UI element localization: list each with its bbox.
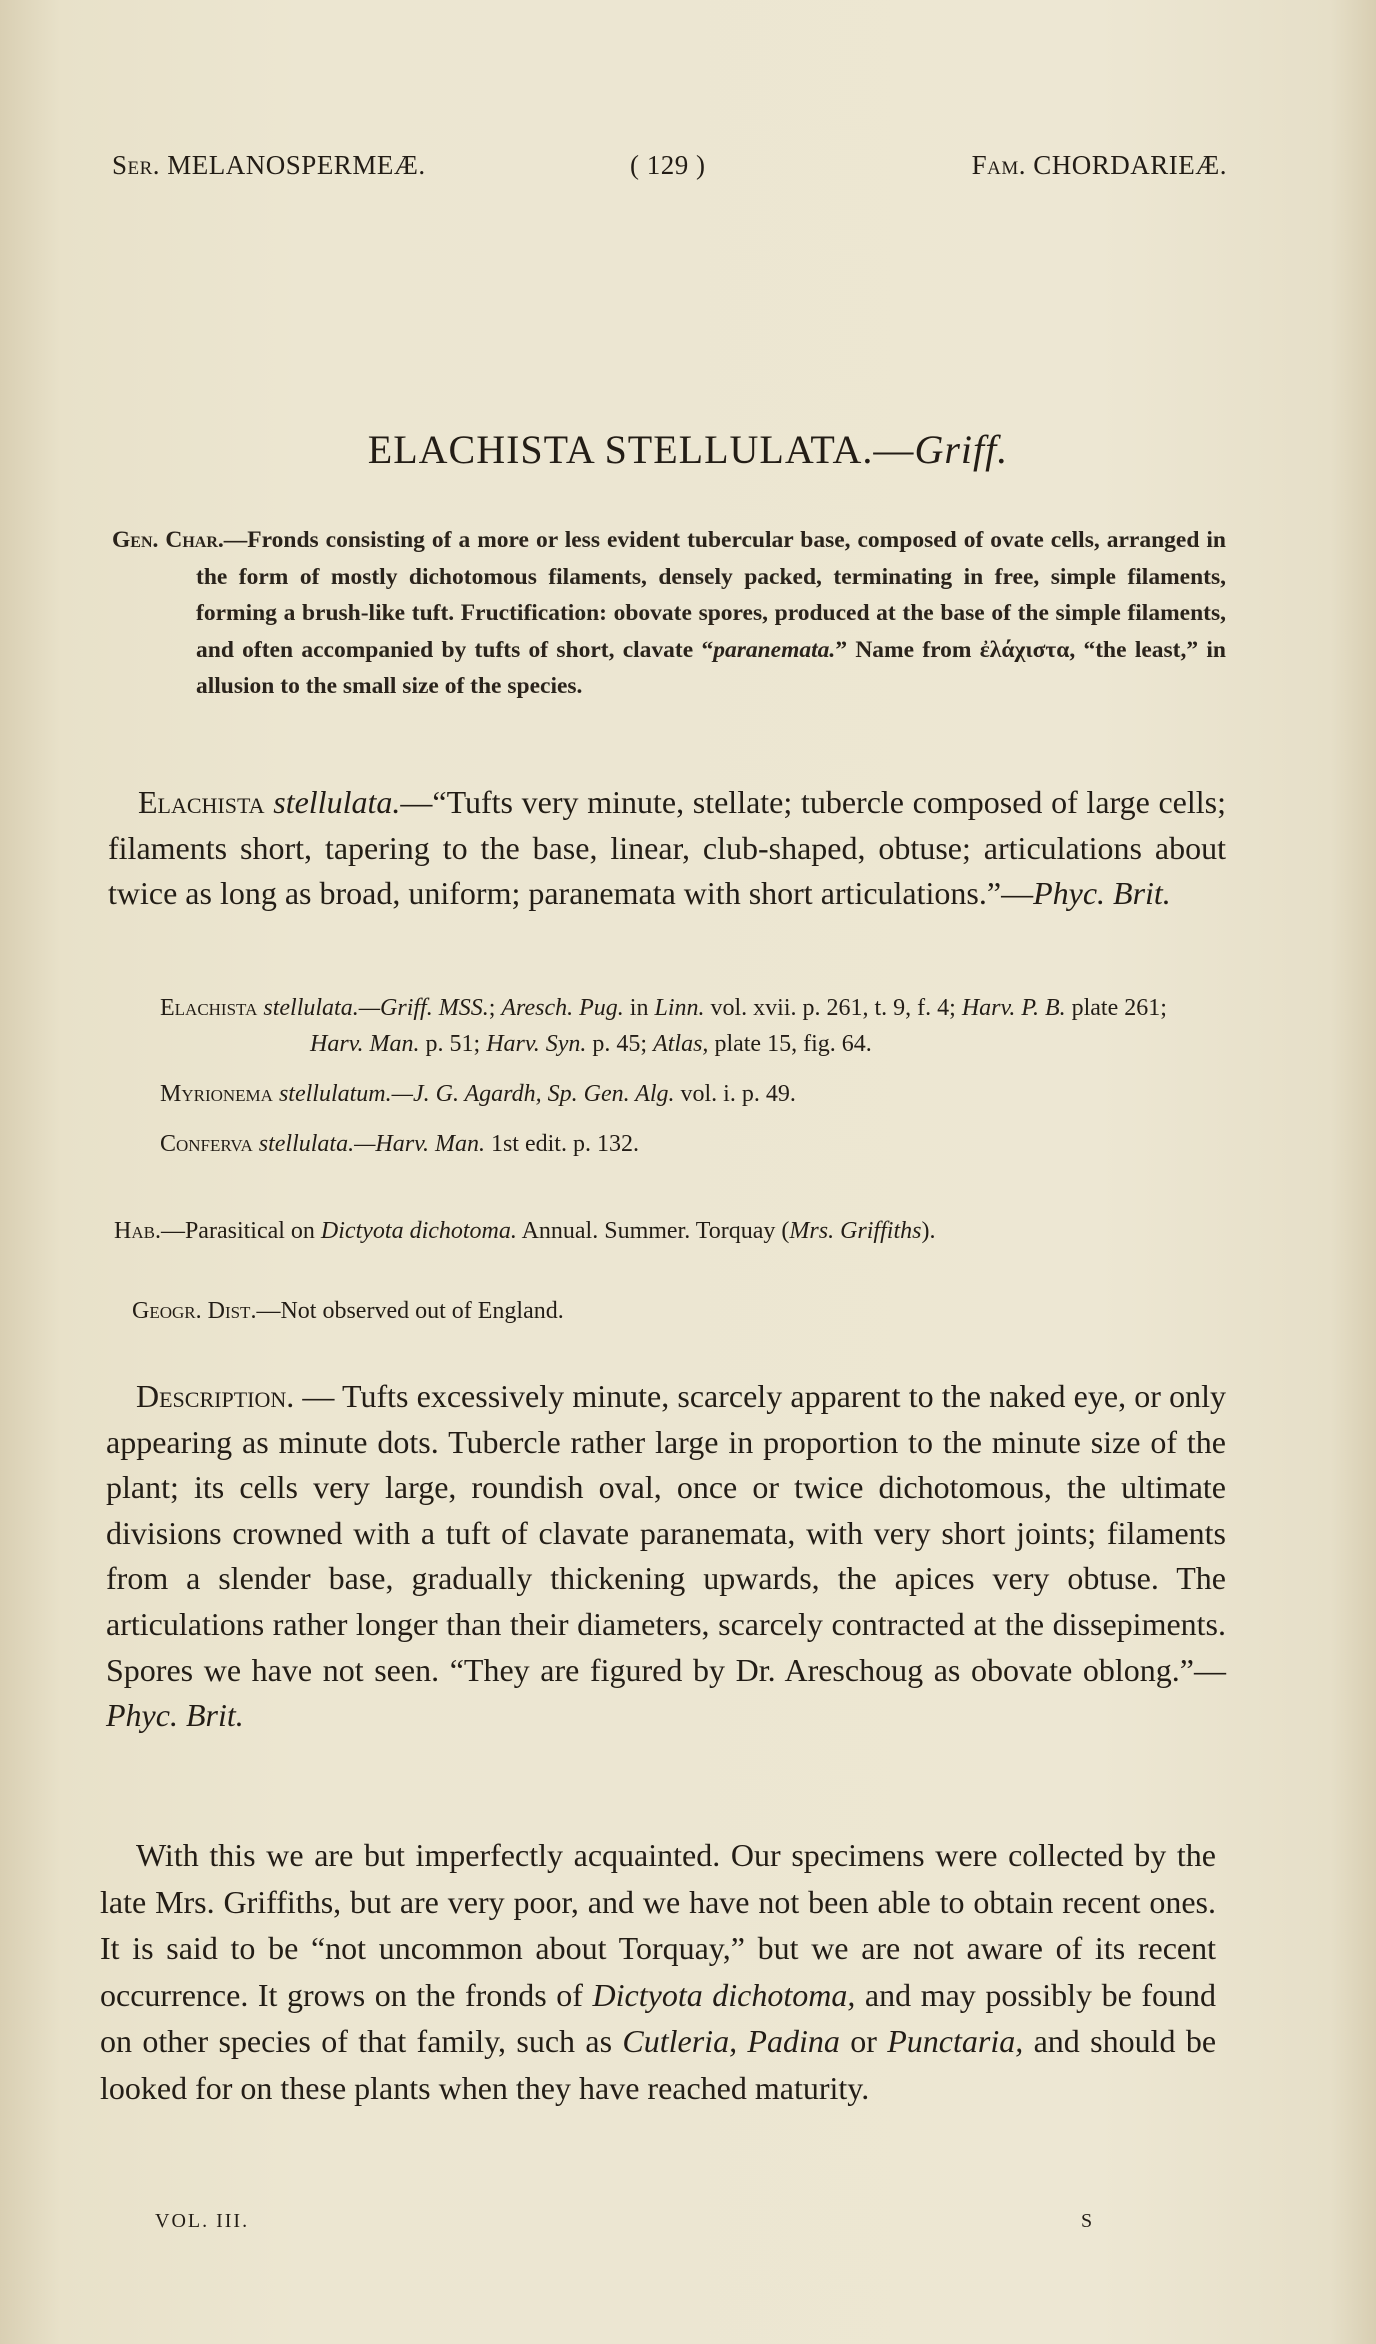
synonym-ref: Harv. P. B. — [961, 995, 1066, 1021]
synonym-text: p. 51; — [419, 1031, 487, 1057]
family-name: CHORDARIEÆ. — [1025, 150, 1227, 180]
gen-char-text: —Fronds consisting of a more or less evident tubercular base, composed of ovate cells, arranged in the form of mostly dichotomous filaments, densely packed, terminating in free, simple filaments, forming a brush-like tuft. Fructification: obovate spores, produced at the base of the simple filaments, and often accompanied by tufts of short, clavate “ — [196, 527, 1226, 663]
synonym-ref: Aresch. Pug. — [501, 995, 624, 1021]
generic-character — [112, 522, 1226, 705]
habitat-collector: Mrs. Griffiths — [789, 1218, 922, 1244]
closing-text: and may possibly be found on other species of that family, such as — [100, 1976, 1217, 2059]
synonym-text: plate 261; — [1065, 995, 1167, 1021]
closing-text — [737, 2023, 747, 2059]
species-genus: Elachista — [138, 784, 265, 820]
synonymy-list — [160, 990, 1226, 1176]
synonym-species: stellulata.—Griff. MSS. — [263, 995, 489, 1021]
running-head-series — [112, 150, 426, 181]
species-desc-source: Phyc. Brit. — [1033, 875, 1171, 911]
closing-genus: Cutleria, — [622, 2023, 738, 2059]
page-title — [0, 426, 1376, 473]
species-desc-text: —“Tufts very minute, stellate; tubercle composed of large cells; filaments short, tapering to the base, linear, club-shaped, obtuse; articulations about twice as long as broad, uniform; paranemata with short articulations.”— — [108, 784, 1227, 911]
title-author: Griff. — [914, 427, 1009, 472]
synonym-ref: Harv. Man. — [310, 1031, 420, 1057]
synonym-text: vol. i. p. 49. — [674, 1081, 796, 1107]
page-number: ( 129 ) — [630, 150, 706, 180]
synonym-genus: Elachista — [160, 995, 258, 1021]
geographical-distribution — [132, 1298, 564, 1325]
synonym-genus: Myrionema — [160, 1081, 273, 1107]
synonym-ref: Linn. — [654, 995, 705, 1021]
detailed-description — [106, 1374, 1226, 1739]
synonym-entry — [160, 1076, 1226, 1112]
synonym-text: ; — [488, 995, 502, 1021]
synonym-species: stellulata.—Harv. Man. — [258, 1131, 485, 1157]
title-species: ELACHISTA STELLULATA.— — [367, 427, 915, 472]
description-label: Description. — [136, 1378, 295, 1414]
closing-text: With this we are but imperfectly acquainted. Our specimens were collected by the late Mrs. Griffiths, but are very poor, and we have not been able to obtain recent ones. It is said to be “not uncommon about Torquay,” but we are not aware of its recent occurrence. It grows on the fronds of — [100, 1837, 1216, 2013]
closing-genus: Punctaria, — [887, 2023, 1024, 2059]
synonym-text: vol. xvii. p. 261, t. 9, f. 4; — [704, 995, 962, 1021]
habitat — [114, 1213, 1226, 1249]
closing-genus: Padina — [747, 2023, 840, 2059]
habitat-host: Dictyota dichotoma. — [320, 1218, 517, 1244]
gen-char-paranemata: paranemata. — [713, 636, 836, 663]
geogr-text: —Not observed out of England. — [256, 1298, 564, 1324]
running-head — [112, 150, 1227, 190]
habitat-text: Annual. Summer. Torquay ( — [516, 1218, 790, 1244]
synonym-entry — [160, 1126, 1226, 1162]
volume-number: VOL. III. — [155, 2210, 250, 2232]
habitat-text: ). — [921, 1218, 936, 1244]
synonym-species: stellulatum.—J. G. Agardh, Sp. Gen. Alg. — [278, 1081, 675, 1107]
synonym-text: 1st edit. p. 132. — [484, 1131, 639, 1157]
species-description — [108, 780, 1226, 917]
synonym-ref: Harv. Syn. — [486, 1031, 587, 1057]
geogr-label: Geogr. Dist. — [132, 1298, 257, 1324]
closing-text: or — [839, 2023, 888, 2059]
synonym-text: p. 45; — [586, 1031, 654, 1057]
closing-text: and should be looked for on these plants when they have reached maturity. — [100, 2023, 1217, 2106]
description-text: — Tufts excessively minute, scarcely apparent to the naked eye, or only appearing as minute dots. Tubercle rather large in proportion to the minute size of the plant; its cells very large, roundish oval, once or twice dichotomous, the ultimate divisions crowned with a tuft of clavate paranemata, with very short joints; filaments from a slender base, gradually thickening upwards, the apices very obtuse. The articulations rather longer than their diameters, scarcely contracted at the dissepiments. Spores we have not seen. “They are figured by Dr. Areschoug as obovate oblong.”— — [106, 1378, 1226, 1688]
synonym-text: in — [623, 995, 655, 1021]
species-epithet: stellulata. — [264, 784, 401, 820]
family-label: Fam. — [971, 150, 1026, 180]
signature-mark: S — [1081, 2210, 1095, 2232]
running-head-family — [972, 150, 1227, 181]
habitat-label: Hab. — [114, 1218, 161, 1244]
synonym-entry — [160, 990, 1226, 1062]
closing-paragraph — [100, 1832, 1216, 2111]
habitat-text: —Parasitical on — [160, 1218, 321, 1244]
synonym-text: plate 15, fig. 64. — [708, 1031, 872, 1057]
description-source: Phyc. Brit. — [106, 1697, 244, 1734]
series-name: MELANOSPERMEÆ. — [160, 150, 426, 180]
synonym-ref: Atlas, — [653, 1031, 709, 1057]
gen-char-etymology: ” Name from ἐλάχιστα, “the least,” in allusion to the small size of the species. — [196, 636, 1226, 699]
gen-char-label: Gen. Char. — [112, 527, 224, 553]
synonym-genus: Conferva — [160, 1131, 253, 1157]
series-label: Ser. — [112, 150, 161, 180]
closing-host: Dictyota dichotoma, — [592, 1976, 856, 2013]
